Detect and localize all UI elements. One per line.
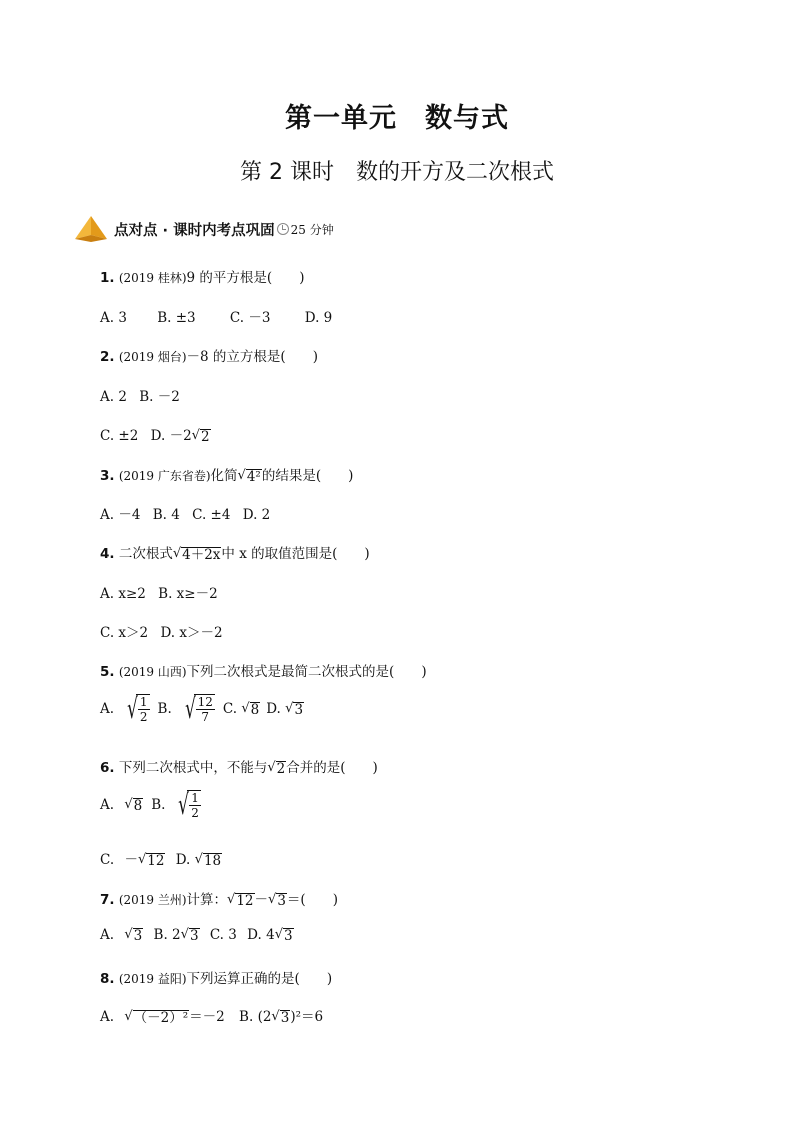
sqrt-neg2-squared: √ （－2）² [124, 1009, 189, 1026]
question-1: 1. (2019 桂林)9 的平方根是( ) [100, 270, 305, 286]
option-c[interactable]: C. 3 [209, 927, 237, 943]
section-header [74, 214, 334, 244]
sqrt-4-squared: √ 4² [237, 468, 261, 485]
question-5: 5. (2019 山西)下列二次根式是最简二次根式的是( ) [100, 664, 427, 680]
sqrt-8: √ 8 [241, 701, 260, 718]
sqrt-12: √ 12 [137, 852, 165, 869]
option-c[interactable]: C. －3 [229, 310, 271, 326]
sqrt-2: √ 2 [191, 428, 210, 445]
option-a[interactable]: A. x≥2 [100, 586, 146, 602]
page-title: 第一单元 数与式 [285, 103, 509, 134]
option-b[interactable]: B. (2 √ 3 )²＝6 [239, 1009, 324, 1026]
option-b[interactable]: B. 4 [152, 507, 180, 523]
option-b[interactable]: B. －2 [139, 389, 180, 405]
option-a[interactable]: A. －4 [100, 507, 141, 523]
option-d[interactable]: D. 4 √ 3 [247, 927, 293, 944]
option-a[interactable]: A. 2 [100, 389, 127, 405]
sqrt-3: √ 3 [180, 927, 199, 944]
question-8: 8. (2019 益阳)下列运算正确的是( ) [100, 971, 333, 987]
timer [277, 221, 334, 238]
option-c[interactable]: C. － √ 12 [100, 852, 165, 869]
question-1-options [100, 306, 332, 326]
question-4-options-row1 [100, 582, 218, 602]
question-5-options [100, 694, 304, 724]
option-d[interactable]: D. －2 √ 2 [150, 428, 210, 445]
option-d[interactable]: D. x＞－2 [160, 625, 223, 641]
question-4-options-row2 [100, 621, 223, 641]
question-3: 3. (2019 广东省卷)化简 √ 4² 的结果是( ) [100, 468, 354, 485]
option-a[interactable]: A. 3 [100, 310, 127, 326]
option-d[interactable]: D. √ 3 [266, 701, 304, 718]
option-b[interactable]: B. x≥－2 [158, 586, 218, 602]
option-b[interactable]: B. √ $\frac{1}{2}$ [151, 788, 199, 821]
option-b[interactable]: B. 2 √ 3 [153, 927, 199, 944]
option-a[interactable]: A. √ $\frac{1}{2}$ [100, 692, 148, 725]
question-7-options [100, 927, 294, 943]
option-c[interactable]: C. ±2 [100, 428, 139, 444]
option-d[interactable]: D. √ 18 [175, 852, 222, 869]
sqrt-18: √ 18 [194, 852, 222, 869]
question-6-options-row1 [100, 790, 201, 820]
question-4: 4. 二次根式 √ 4＋2x 中 x 的取值范围是( ) [100, 546, 370, 563]
sqrt-4-plus-2x: √ 4＋2x [172, 546, 221, 563]
option-c[interactable]: C. x＞2 [100, 625, 149, 641]
option-d[interactable]: D. 2 [242, 507, 271, 523]
question-3-options [100, 503, 270, 523]
sqrt-3: √ 3 [268, 892, 286, 909]
sqrt-12: √ 12 [227, 892, 254, 909]
timer-text: 25 分钟 [290, 222, 334, 237]
section-label: 点对点 · 课时内考点巩固 [114, 222, 275, 239]
question-6: 6. 下列二次根式中，不能与 √ 2 合并的是( ) [100, 760, 378, 777]
option-b[interactable]: B. ±3 [157, 310, 196, 326]
option-c[interactable]: C. √ 8 [222, 701, 260, 718]
sqrt-3: √ 3 [274, 927, 293, 944]
pyramid-icon [74, 215, 108, 243]
option-b[interactable]: B. √ $\frac{12}{7}$ [157, 692, 213, 725]
question-7: 7. (2019 兰州)计算： √ 12 － √ 3 ＝( ) [100, 892, 338, 909]
question-6-options-row2 [100, 848, 222, 868]
option-a[interactable]: A. √ 8 [100, 797, 143, 814]
question-8-options [100, 1005, 323, 1025]
question-2: 2. (2019 烟台)－8 的立方根是( ) [100, 349, 318, 365]
lesson-subtitle: 第 2 课时 数的开方及二次根式 [240, 160, 554, 185]
question-2-options-row2 [100, 424, 211, 444]
question-2-options-row1 [100, 385, 180, 405]
sqrt-12-over-7: √ $\frac{12}{7}$ [184, 692, 213, 725]
option-a[interactable]: A. √ （－2）² ＝－2 [100, 1009, 225, 1026]
clock-icon [277, 223, 289, 235]
sqrt-3: √ 3 [271, 1009, 290, 1026]
sqrt-2: √ 2 [267, 760, 286, 777]
option-a[interactable]: A. √ 3 [100, 927, 143, 944]
sqrt-3: √ 3 [285, 701, 304, 718]
option-c[interactable]: C. ±4 [192, 507, 231, 523]
sqrt-1-over-2: √ $\frac{1}{2}$ [127, 692, 148, 725]
option-d[interactable]: D. 9 [304, 310, 333, 326]
sqrt-1-over-2: √ $\frac{1}{2}$ [178, 788, 199, 821]
sqrt-8: √ 8 [124, 797, 143, 814]
sqrt-3: √ 3 [124, 927, 143, 944]
